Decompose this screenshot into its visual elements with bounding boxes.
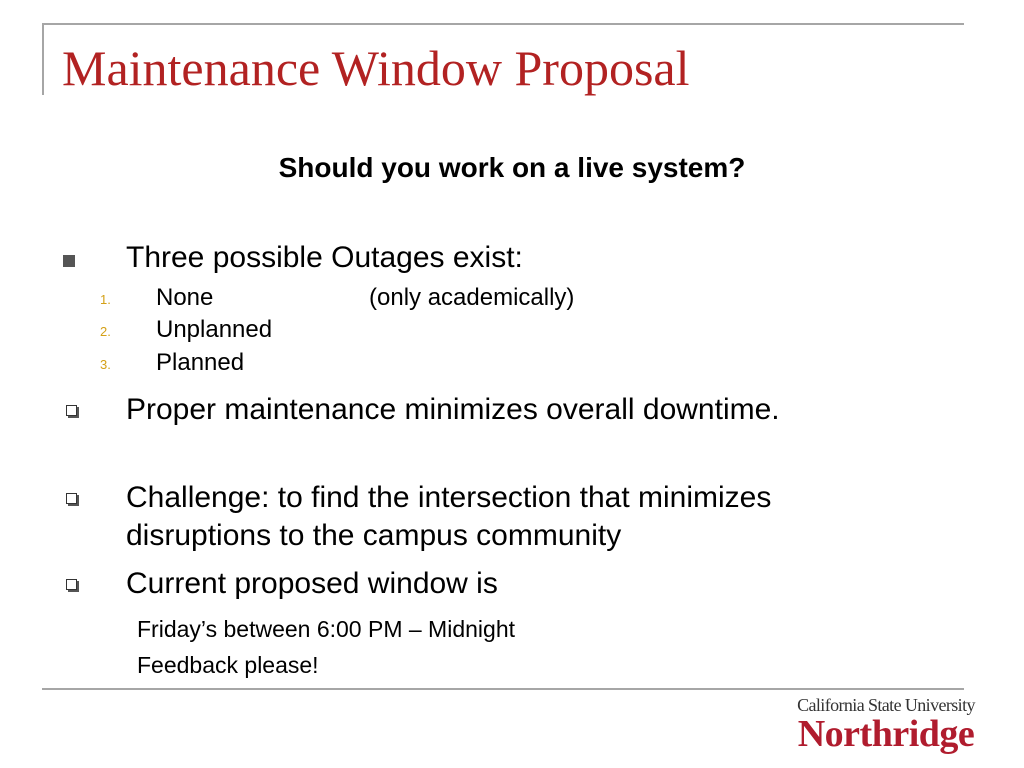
- bullet-text-line-1: Challenge: to find the intersection that minimizes: [126, 481, 772, 514]
- frame-bottom-line: [42, 688, 964, 690]
- item-text: Planned: [156, 349, 245, 376]
- checkbox-bullet-icon: [66, 493, 77, 504]
- logo-campus-name: Northridge: [797, 713, 975, 755]
- item-text: Unplanned: [156, 316, 273, 343]
- bullet-current-window: [0, 566, 1024, 606]
- slide-title: Maintenance Window Proposal: [62, 40, 690, 96]
- university-logo: [796, 695, 976, 757]
- bullet-text: Three possible Outages exist:: [126, 241, 523, 274]
- logo-university-name: California State University: [797, 695, 975, 715]
- item-number: 2.: [100, 324, 111, 339]
- numbered-item-planned: [0, 348, 1024, 380]
- bullet-maintenance: [0, 392, 1024, 432]
- checkbox-bullet-icon: [66, 579, 77, 590]
- item-number: 3.: [100, 357, 111, 372]
- frame-top-line: [42, 23, 964, 25]
- frame-left-line: [42, 23, 44, 95]
- subitem-text: Feedback please!: [137, 652, 319, 678]
- item-number: 1.: [100, 292, 111, 307]
- slide-subtitle: Should you work on a live system?: [278, 152, 746, 183]
- item-note: (only academically): [369, 284, 575, 311]
- checkbox-bullet-icon: [66, 405, 77, 416]
- square-bullet-icon: [63, 255, 75, 267]
- bullet-text: Proper maintenance minimizes overall downtime.: [126, 393, 780, 426]
- subitem-feedback: [0, 650, 1024, 682]
- numbered-item-none: [0, 283, 1024, 315]
- bullet-text-line-2: disruptions to the campus community: [126, 519, 622, 552]
- bullet-outages: [0, 240, 1024, 280]
- subitem-friday: [0, 614, 1024, 646]
- numbered-item-unplanned: [0, 315, 1024, 347]
- item-text: None: [156, 284, 214, 311]
- bullet-text: Current proposed window is: [126, 567, 498, 600]
- subitem-text: Friday’s between 6:00 PM – Midnight: [137, 616, 515, 642]
- bullet-challenge: [0, 480, 1024, 560]
